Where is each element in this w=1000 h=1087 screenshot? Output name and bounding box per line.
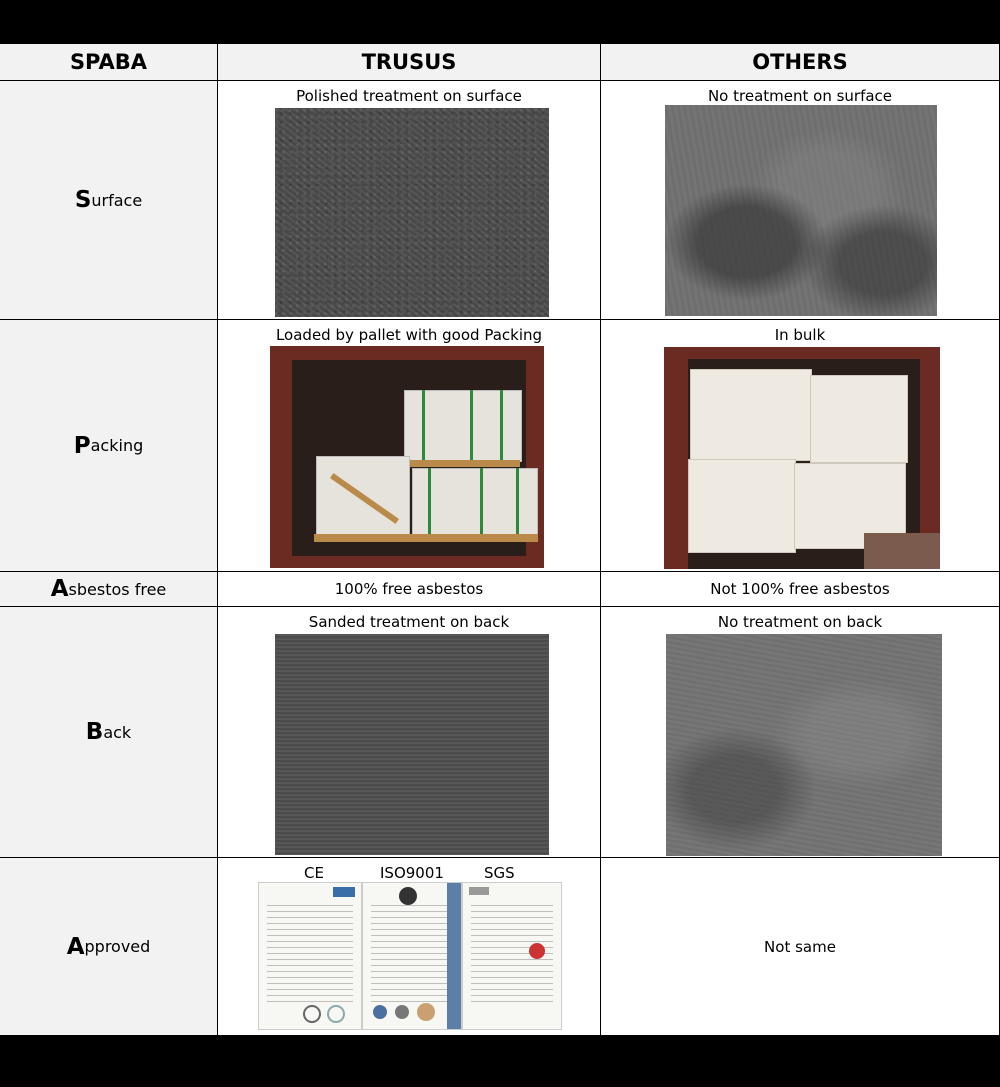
others-surface-cell: [601, 81, 1000, 320]
caption: In bulk: [774, 326, 826, 344]
others-packing-cell: [601, 320, 1000, 572]
trusus-asbestos-cell: [218, 572, 601, 607]
approved-text: Not same: [764, 937, 836, 956]
label-cap: B: [85, 719, 104, 745]
label-cap: P: [73, 432, 91, 459]
polished-surface-image: [275, 108, 549, 317]
caption: No treatment on back: [717, 613, 883, 631]
sgs-certificate-icon: [462, 882, 562, 1030]
row-label-asbestos: [0, 572, 218, 607]
label-rest: acking: [90, 436, 144, 455]
label-rest: ack: [103, 722, 132, 742]
header-spaba-text: SPABA: [69, 50, 148, 74]
ce-certificate-icon: [258, 882, 362, 1030]
row-label-back: [0, 607, 218, 858]
asbestos-text: Not 100% free asbestos: [710, 580, 890, 598]
iso-certificate-icon: [362, 882, 462, 1030]
trusus-surface-cell: [218, 81, 601, 320]
header-spaba: [0, 44, 218, 81]
row-label-surface: [0, 81, 218, 320]
comparison-table: [0, 44, 1000, 1036]
header-others: [601, 44, 1000, 81]
header-trusus: [218, 44, 601, 81]
sanded-back-image: [275, 634, 549, 855]
label-rest: pproved: [84, 937, 151, 956]
label-cap: S: [74, 187, 92, 213]
others-back-cell: [601, 607, 1000, 858]
caption: Loaded by pallet with good Packing: [275, 326, 543, 344]
others-approved-cell: [601, 858, 1000, 1036]
cert-label-ce: CE: [304, 864, 324, 882]
bulk-container-photo: [664, 347, 940, 569]
trusus-packing-cell: [218, 320, 601, 572]
others-asbestos-cell: [601, 572, 1000, 607]
label-rest: urface: [91, 190, 143, 210]
caption: Polished treatment on surface: [296, 87, 522, 105]
header-trusus-text: TRUSUS: [361, 50, 457, 74]
label-cap: A: [66, 933, 85, 960]
rough-back-image: [666, 634, 942, 856]
certificates-image: [258, 882, 560, 1028]
rough-surface-image: [665, 105, 937, 316]
trusus-back-cell: [218, 607, 601, 858]
pallet-container-photo: [270, 346, 544, 568]
cert-label-iso: ISO9001: [380, 864, 444, 882]
label-rest: sbestos free: [68, 579, 167, 599]
caption: No treatment on surface: [707, 87, 893, 105]
asbestos-text: 100% free asbestos: [334, 580, 484, 598]
caption: Sanded treatment on back: [308, 613, 510, 631]
header-others-text: OTHERS: [752, 50, 848, 74]
row-label-approved: [0, 858, 218, 1036]
cert-label-sgs: SGS: [484, 864, 515, 882]
row-label-packing: [0, 320, 218, 572]
trusus-approved-cell: [218, 858, 601, 1036]
label-cap: A: [50, 576, 69, 602]
